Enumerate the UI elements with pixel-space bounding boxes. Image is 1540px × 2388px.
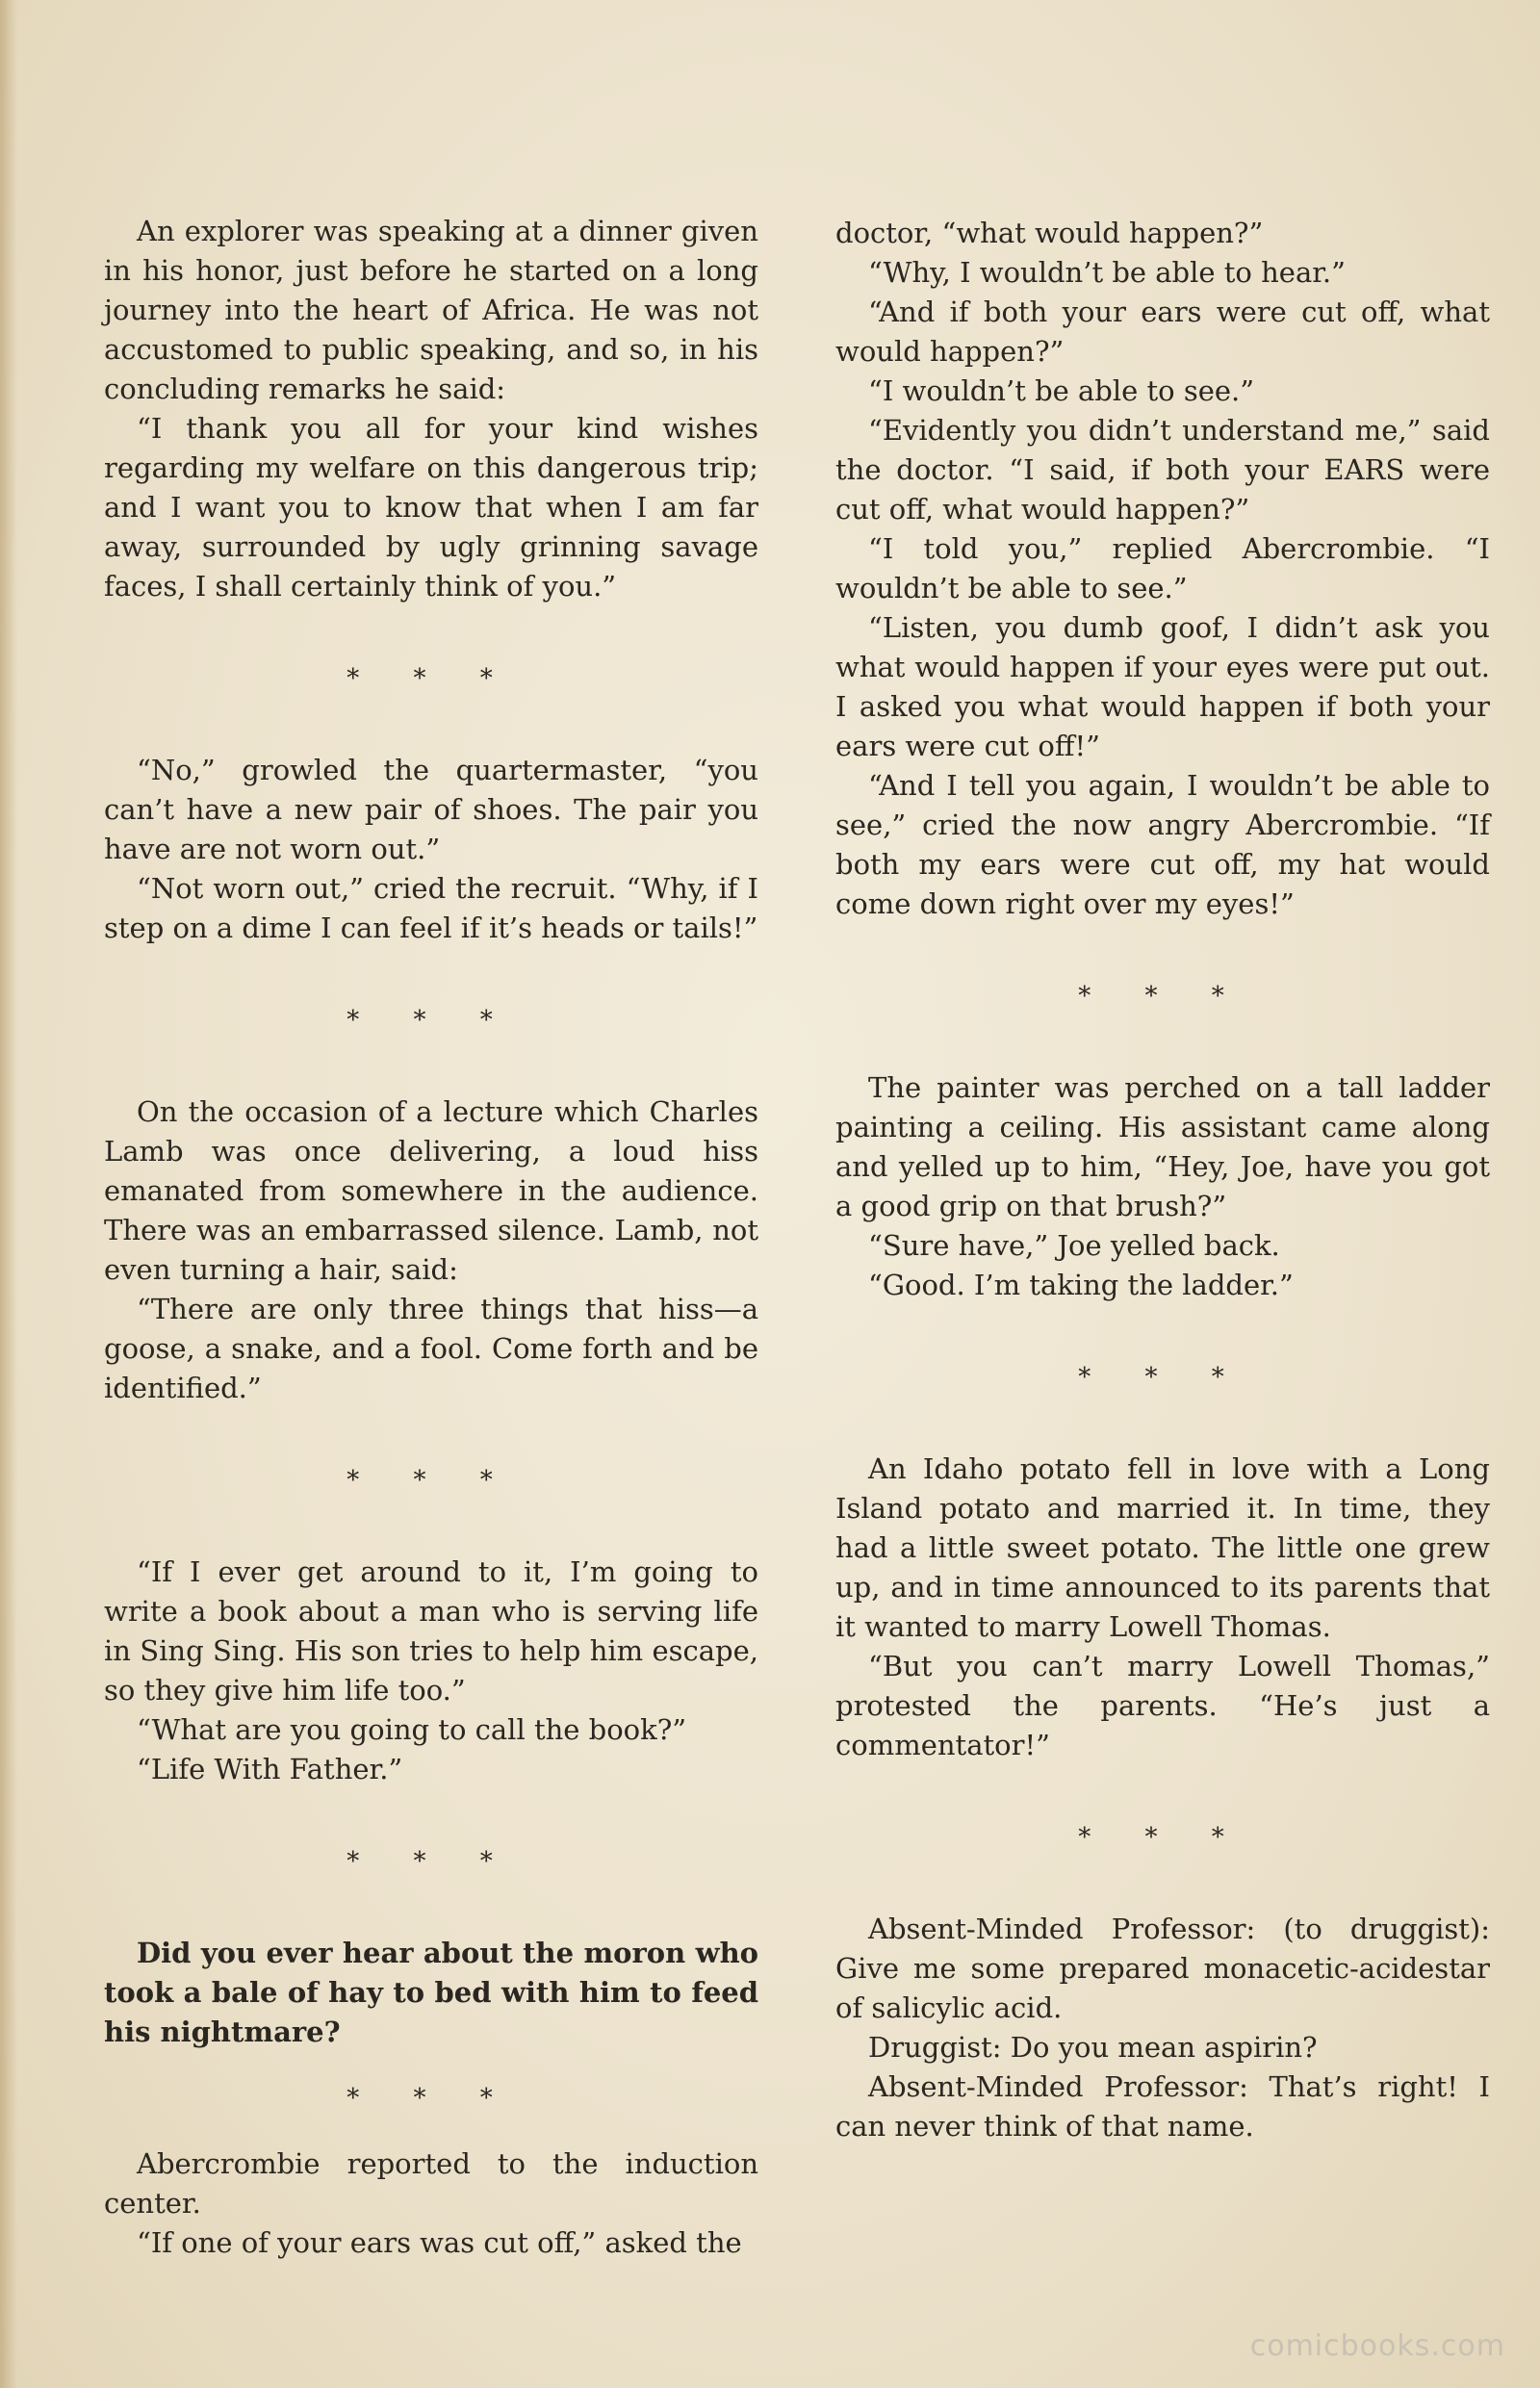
paragraph: Abercrombie reported to the induction center. — [104, 2147, 758, 2220]
paragraph: “If one of your ears was cut off,” asked the — [137, 2226, 742, 2259]
joke-moron — [104, 1934, 758, 2052]
joke-sing-sing — [104, 1553, 758, 1789]
paragraph: On the occasion of a lecture which Charles Lamb was once delivering, a loud hiss emanated from somewhere in the audience. There was an embarrassed silence. Lamb, not even turning a hair, said: — [104, 1095, 758, 1286]
paragraph: “And I tell you again, I wouldn’t be able to see,” cried the now angry Abercrombie. “If both my ears were cut off, my hat would come down right over my eyes!” — [835, 769, 1490, 920]
paragraph: “Good. I’m taking the ladder.” — [868, 1269, 1294, 1301]
paragraph: “What are you going to call the book?” — [137, 1713, 687, 1746]
joke-potato — [835, 1450, 1490, 1765]
separator: * * * — [1078, 982, 1247, 1011]
separator: * * * — [1078, 1363, 1247, 1392]
joke-professor — [835, 1910, 1490, 2146]
watermark: comicbooks.com — [1249, 2329, 1505, 2363]
joke-explorer — [104, 212, 758, 606]
joke-painter — [835, 1068, 1490, 1305]
paragraph: Druggist: Do you mean aspirin? — [868, 2031, 1318, 2064]
page-edge — [0, 0, 17, 2388]
paragraph: Absent-Minded Professor: (to druggist): Give me some prepared monacetic-acidestar of salicylic acid. — [835, 1913, 1490, 2024]
paragraph: Absent-Minded Professor: That’s right! I can never think of that name. — [835, 2070, 1490, 2143]
paragraph: An Idaho potato fell in love with a Long Island potato and married it. In time, they had a little sweet potato. The little one grew up, and in time announced to its parents that it wanted to marry Lowell Thomas. — [835, 1452, 1490, 1643]
separator: * * * — [1078, 1823, 1247, 1852]
joke-abercrombie-continued — [835, 214, 1490, 924]
paragraph: Did you ever hear about the moron who took a bale of hay to bed with him to feed his nightmare? — [104, 1937, 758, 2048]
paragraph: “Listen, you dumb goof, I didn’t ask you what would happen if your eyes were put out. I asked you what would happen if both your ears were cut off!” — [835, 611, 1490, 762]
separator: * * * — [346, 664, 516, 693]
paragraph: “Not worn out,” cried the recruit. “Why, if I step on a dime I can feel if it’s heads or tails!” — [104, 872, 758, 944]
separator: * * * — [346, 1466, 516, 1495]
joke-quartermaster — [104, 751, 758, 948]
separator: * * * — [346, 1006, 516, 1035]
paragraph: “I told you,” replied Abercrombie. “I wouldn’t be able to see.” — [835, 532, 1490, 604]
paragraph: An explorer was speaking at a dinner given in his honor, just before he started on a long journey into the heart of Africa. He was not accustomed to public speaking, and so, in his concluding remarks he said: — [104, 215, 758, 405]
left-column — [104, 212, 758, 2263]
paragraph: “Sure have,” Joe yelled back. — [868, 1229, 1280, 1262]
paragraph: “I thank you all for your kind wishes regarding my welfare on this dangerous trip; and I want you to know that when I am far away, surrounded by ugly grinning savage faces, I shall certainly think of you.” — [104, 412, 758, 603]
separator: * * * — [346, 2084, 516, 2113]
paragraph: “Life With Father.” — [137, 1753, 403, 1785]
paragraph: “I wouldn’t be able to see.” — [868, 374, 1255, 407]
paragraph: “If I ever get around to it, I’m going to write a book about a man who is serving life in Sing Sing. His son tries to help him escape, so they give him life too.” — [104, 1555, 758, 1707]
paragraph: “Why, I wouldn’t be able to hear.” — [868, 256, 1346, 289]
joke-charles-lamb — [104, 1092, 758, 1408]
paragraph: “There are only three things that hiss—a goose, a snake, and a fool. Come forth and be identified.” — [104, 1293, 758, 1404]
paragraph: “But you can’t marry Lowell Thomas,” protested the parents. “He’s just a commentator!” — [835, 1650, 1490, 1761]
joke-abercrombie — [104, 2144, 758, 2263]
paragraph: The painter was perched on a tall ladder painting a ceiling. His assistant came along and yelled up to him, “Hey, Joe, have you got a good grip on that brush?” — [835, 1071, 1490, 1222]
right-column — [835, 214, 1490, 2146]
paragraph: “And if both your ears were cut off, what would happen?” — [835, 295, 1490, 368]
paragraph: “No,” growled the quartermaster, “you can’t have a new pair of shoes. The pair you have are not worn out.” — [104, 754, 758, 865]
separator: * * * — [346, 1847, 516, 1876]
paragraph: doctor, “what would happen?” — [835, 217, 1264, 249]
paragraph: “Evidently you didn’t understand me,” said the doctor. “I said, if both your EARS were cut off, what would happen?” — [835, 414, 1490, 526]
